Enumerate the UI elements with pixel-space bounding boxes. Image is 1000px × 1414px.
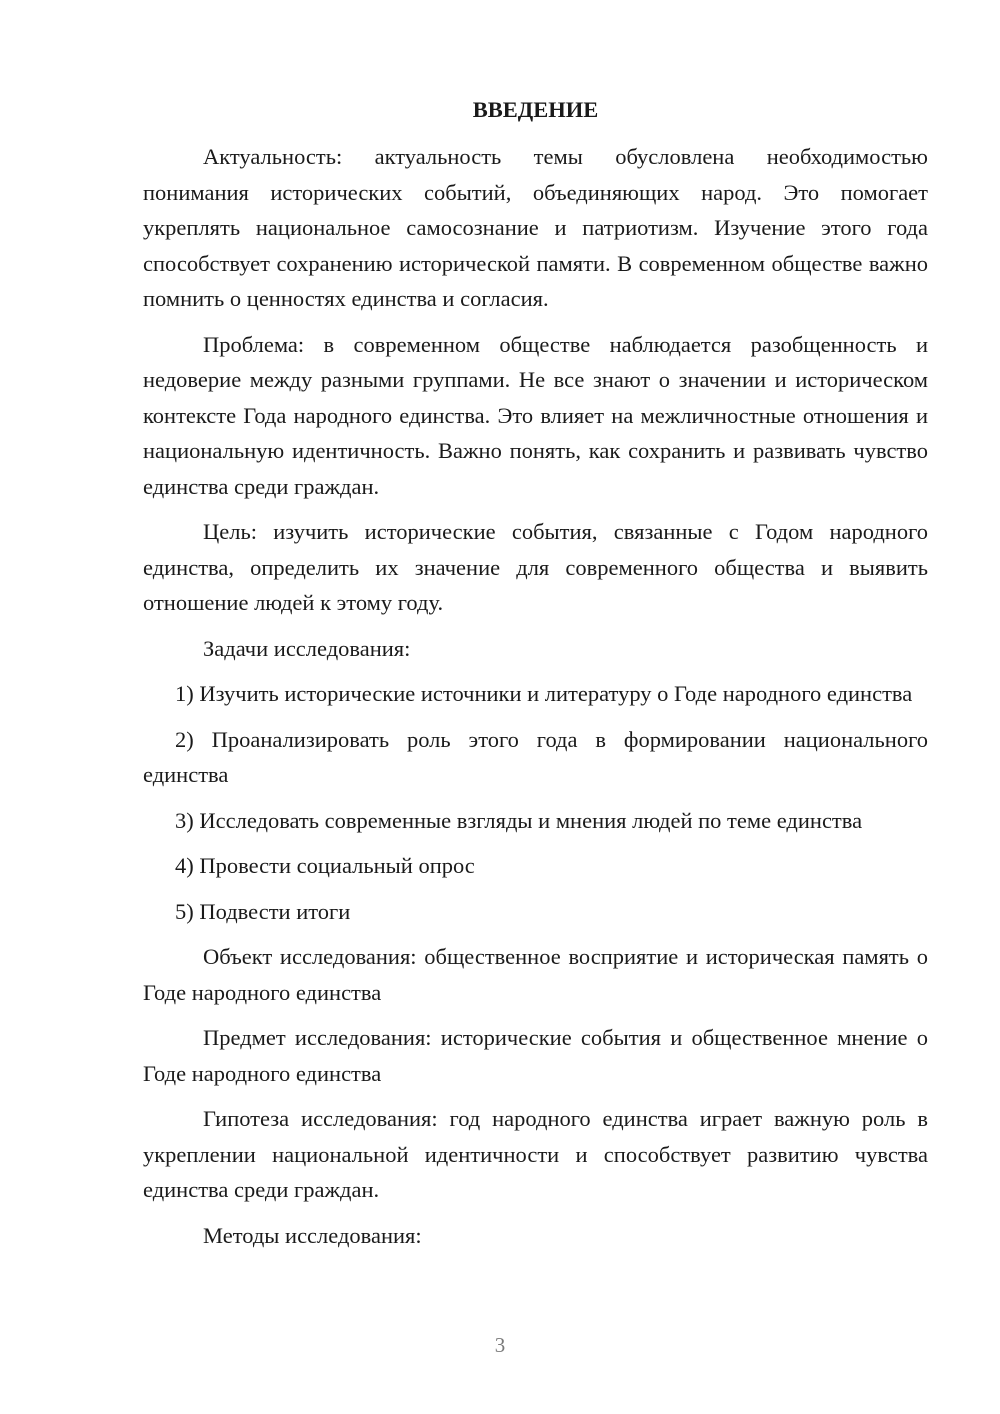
- list-item: 3) Исследовать современные взгляды и мнения людей по теме единства: [175, 807, 863, 833]
- section-title: ВВЕДЕНИЕ: [472, 97, 599, 122]
- tasks-list: [143, 676, 928, 929]
- paragraph-problem: Проблема: в современном обществе наблюдается разобщенность и недоверие между разными группами. Не все знают о значении и историческом контексте Года народного единства. Это влияет на межличностные отношения и национальную идентичность. Важно понять, как сохранить и развивать чувство единства среди граждан.: [143, 331, 928, 499]
- list-item: 5) Подвести итоги: [175, 898, 351, 924]
- list-item: 1) Изучить исторические источники и литературу о Годе народного единства: [175, 681, 913, 706]
- paragraph-goal: Цель: изучить исторические события, связанные с Годом народного единства, определить их значение для современного общества и выявить отношение людей к этому году.: [143, 519, 928, 615]
- list-item: 2) Проанализировать роль этого года в формировании национального единства: [143, 726, 928, 787]
- page-content: [143, 95, 928, 1263]
- page-number: 3: [494, 1333, 506, 1357]
- methods-heading: Методы исследования:: [203, 1222, 422, 1248]
- paragraph-relevance: Актуальность: актуальность темы обусловлена необходимостью понимания исторических событий, объединяющих народ. Это помогает укреплять национальное самосознание и патриотизм. Изучение этого года способствует сохранению исторической памяти. В современном обществе важно помнить о ценностях единства и согласия.: [143, 144, 928, 311]
- paragraph-hypothesis: Гипотеза исследования: год народного единства играет важную роль в укреплении национальной идентичности и способствует развитию чувства единства среди граждан.: [143, 1106, 928, 1202]
- tasks-heading: Задачи исследования:: [203, 635, 411, 661]
- paragraph-subject: Предмет исследования: исторические события и общественное мнение о Годе народного единства: [143, 1025, 928, 1086]
- list-item: 4) Провести социальный опрос: [175, 853, 475, 878]
- paragraph-object: Объект исследования: общественное восприятие и историческая память о Годе народного единства: [143, 944, 928, 1005]
